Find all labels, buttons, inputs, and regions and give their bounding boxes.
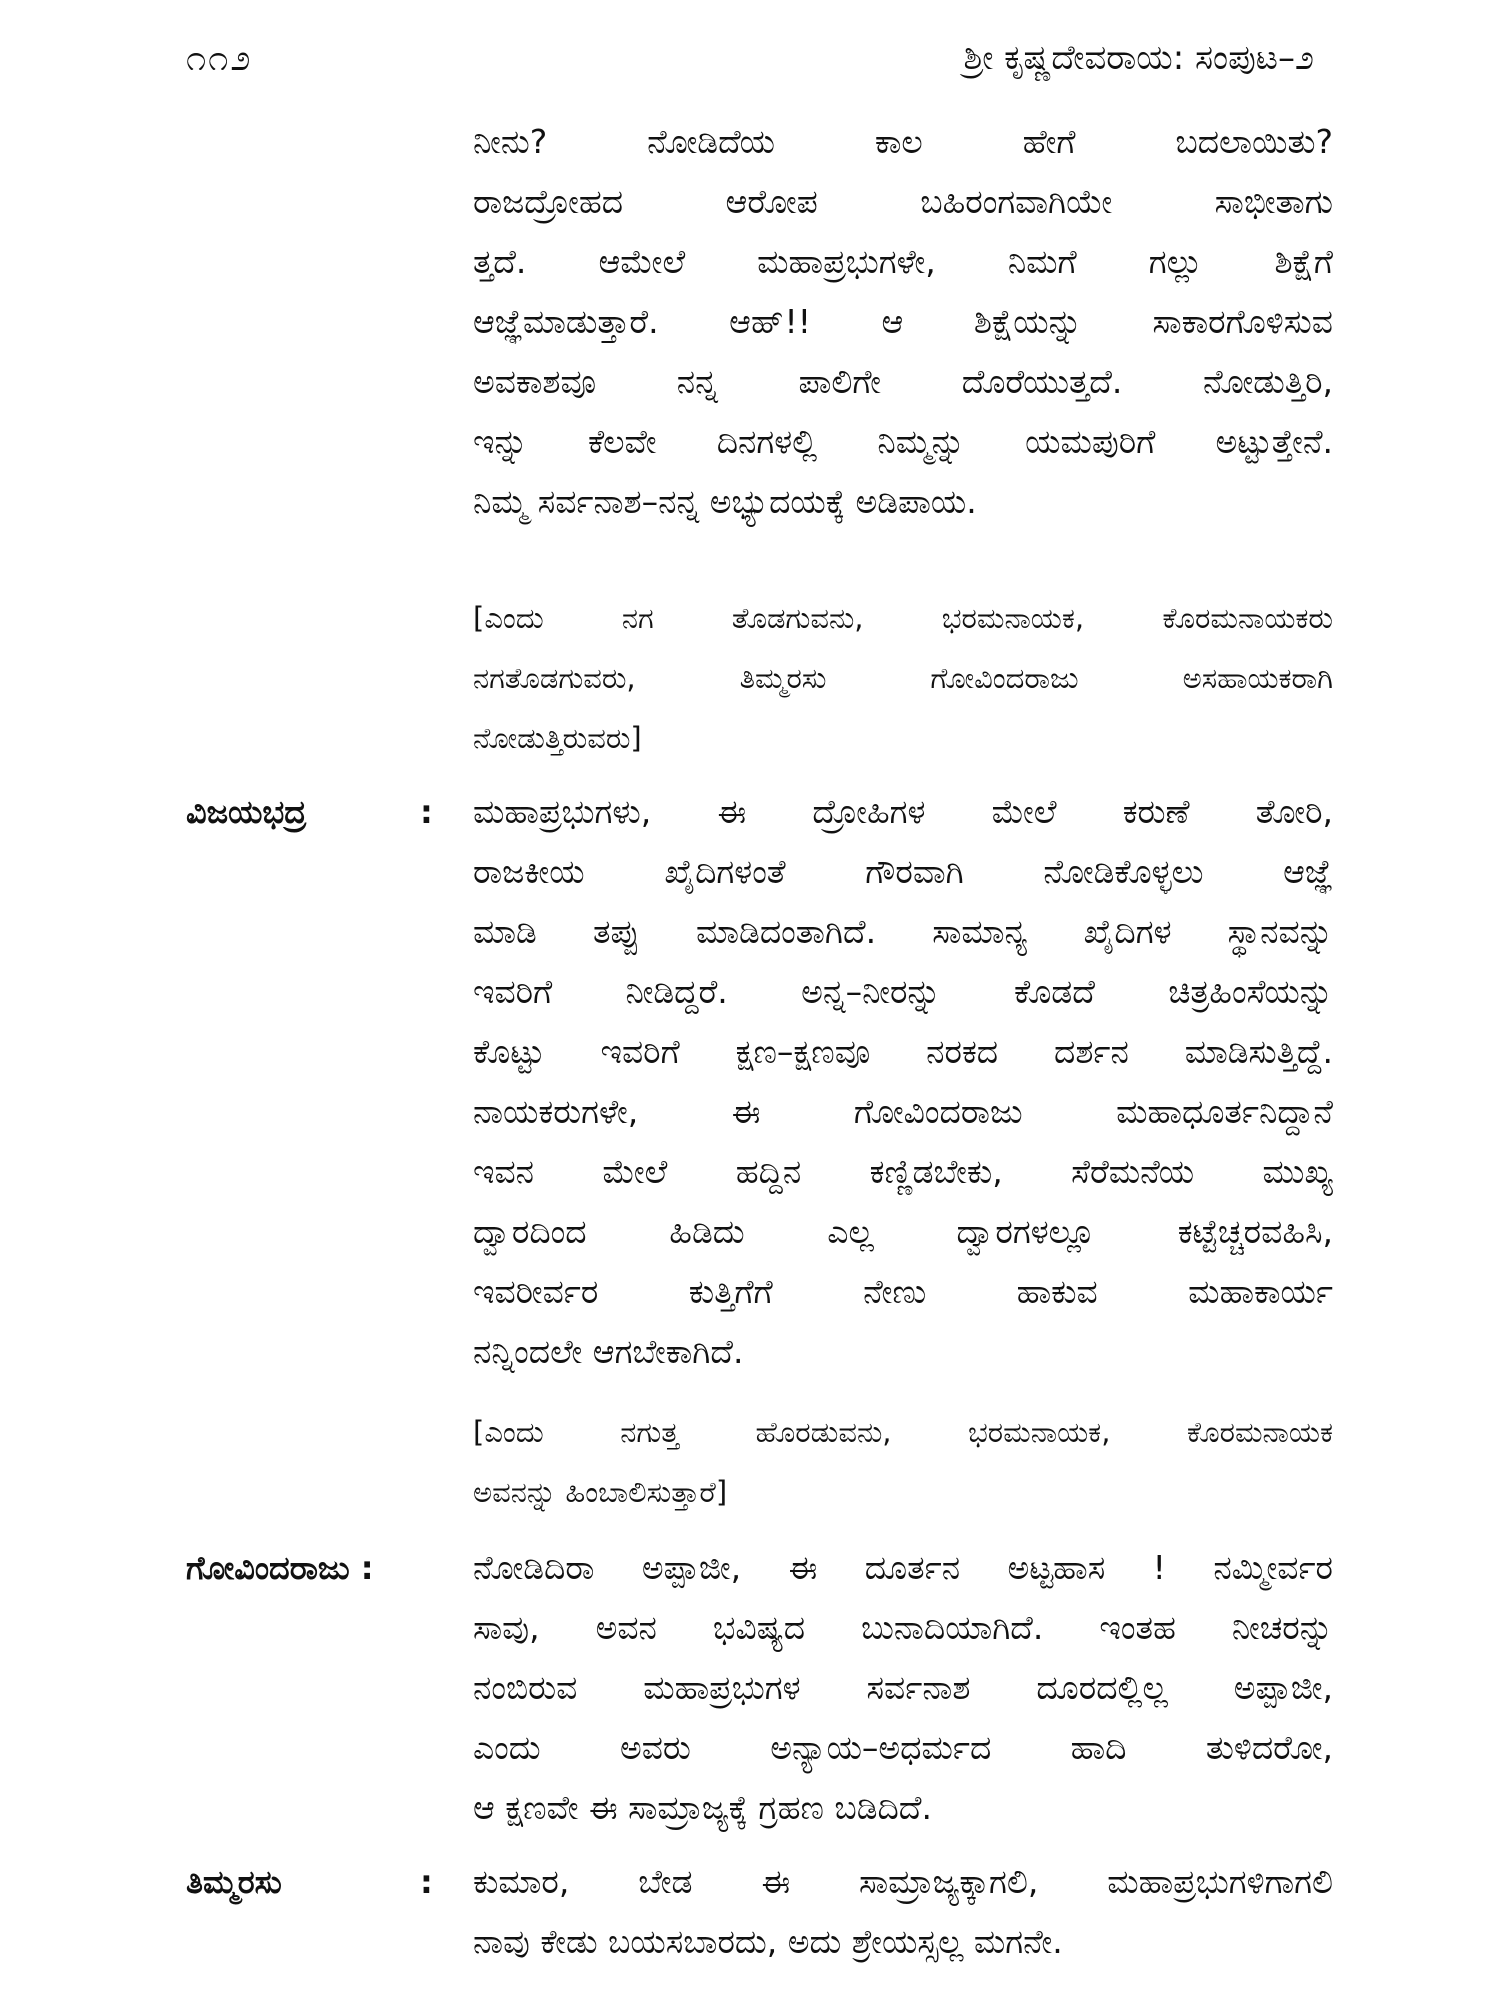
speech-line: ಇವರಿಗೆ ನೀಡಿದ್ದರೆ. ಅನ್ನ–ನೀರನ್ನು ಕೊಡದೆ ಚಿತ್ರಹಿಂಸೆಯನ್ನು	[473, 972, 1333, 1011]
stage-direction-line: ನೋಡುತ್ತಿರುವರು]	[473, 721, 642, 755]
speech-line: ನಂಬಿರುವ ಮಹಾಪ್ರಭುಗಳ ಸರ್ವನಾಶ ದೂರದಲ್ಲಿಲ್ಲ ಅಪ್ಪಾಜೀ,	[473, 1668, 1333, 1707]
speaker-colon: :	[420, 793, 433, 831]
speech-line: ರಾಜಕೀಯ ಖೈದಿಗಳಂತೆ ಗೌರವಾಗಿ ನೋಡಿಕೊಳ್ಳಲು ಆಜ್ಞೆ	[473, 852, 1333, 891]
stage-direction-line: ನಗತೊಡಗುವರು, ತಿಮ್ಮರಸು ಗೋವಿಂದರಾಜು ಅಸಹಾಯಕರಾಗಿ	[473, 661, 1333, 695]
speech-line: ಎಂದು ಅವರು ಅನ್ಯಾಯ–ಅಧರ್ಮದ ಹಾದಿ ತುಳಿದರೋ,	[473, 1728, 1333, 1767]
speaker-name-timmarasu: ತಿಮ್ಮರಸು	[186, 1863, 282, 1901]
speech-continuation	[473, 112, 1333, 532]
stage-direction-line: [ಎಂದು ನಗುತ್ತ ಹೊರಡುವನು, ಭರಮನಾಯಕ, ಕೊರಮನಾಯಕ	[473, 1415, 1333, 1449]
speech-line: ಅವಕಾಶವೂ ನನ್ನ ಪಾಲಿಗೇ ದೊರೆಯುತ್ತದೆ. ನೋಡುತ್ತಿರಿ,	[473, 362, 1333, 401]
speech-line: ನಾಯಕರುಗಳೇ, ಈ ಗೋವಿಂದರಾಜು ಮಹಾಧೂರ್ತನಿದ್ದಾನೆ	[473, 1092, 1333, 1131]
speech-line: ಕುಮಾರ, ಬೇಡ ಈ ಸಾಮ್ರಾಜ್ಯಕ್ಕಾಗಲಿ, ಮಹಾಪ್ರಭುಗಳಿಗಾಗಲಿ	[473, 1862, 1333, 1901]
speech-line: ಆ ಕ್ಷಣವೇ ಈ ಸಾಮ್ರಾಜ್ಯಕ್ಕೆ ಗ್ರಹಣ ಬಡಿದಿದೆ.	[473, 1788, 932, 1827]
speech-line: ನಾವು ಕೇಡು ಬಯಸಬಾರದು, ಅದು ಶ್ರೇಯಸ್ಸಲ್ಲ ಮಗನೇ.	[473, 1922, 1063, 1961]
speech-line: ಇನ್ನು ಕೆಲವೇ ದಿನಗಳಲ್ಲಿ ನಿಮ್ಮನ್ನು ಯಮಪುರಿಗೆ ಅಟ್ಟುತ್ತೇನೆ.	[473, 422, 1333, 461]
speech-line: ನೀನು? ನೋಡಿದೆಯ ಕಾಲ ಹೇಗೆ ಬದಲಾಯಿತು?	[473, 122, 1333, 161]
speech-line: ಕೊಟ್ಟು ಇವರಿಗೆ ಕ್ಷಣ–ಕ್ಷಣವೂ ನರಕದ ದರ್ಶನ ಮಾಡಿಸುತ್ತಿದ್ದೆ.	[473, 1032, 1333, 1071]
stage-direction-line: [ಎಂದು ನಗ ತೊಡಗುವನು, ಭರಮನಾಯಕ, ಕೊರಮನಾಯಕರು	[473, 601, 1333, 635]
speech-line: ಆಜ್ಞೆಮಾಡುತ್ತಾರೆ. ಆಹ್!! ಆ ಶಿಕ್ಷೆಯನ್ನು ಸಾಕಾರಗೊಳಿಸುವ	[473, 302, 1333, 341]
page-number: ೧೧೨	[186, 38, 253, 79]
speaker-name-govindaraju: ಗೋವಿಂದರಾಜು :	[186, 1549, 374, 1587]
speech-line: ಮಹಾಪ್ರಭುಗಳು, ಈ ದ್ರೋಹಿಗಳ ಮೇಲೆ ಕರುಣೆ ತೋರಿ,	[473, 792, 1333, 831]
speech-line: ನಿಮ್ಮ ಸರ್ವನಾಶ–ನನ್ನ ಅಭ್ಯುದಯಕ್ಕೆ ಅಡಿಪಾಯ.	[473, 482, 977, 521]
stage-direction	[473, 588, 1333, 768]
stage-direction-line: ಅವನನ್ನು ಹಿಂಬಾಲಿಸುತ್ತಾರೆ]	[473, 1475, 728, 1509]
speech-vijayabhadra	[473, 782, 1333, 1382]
speech-line: ಸಾವು, ಅವನ ಭವಿಷ್ಯದ ಬುನಾದಿಯಾಗಿದೆ. ಇಂತಹ ನೀಚರನ್ನು	[473, 1608, 1333, 1647]
speaker-colon: :	[420, 1863, 433, 1901]
running-header-title: ಶ್ರೀ ಕೃಷ್ಣದೇವರಾಯ: ಸಂಪುಟ–೨	[963, 38, 1314, 78]
stage-direction	[473, 1402, 1333, 1522]
speech-govindaraju	[473, 1538, 1333, 1838]
speech-line: ಇವರೀರ್ವರ ಕುತ್ತಿಗೆಗೆ ನೇಣು ಹಾಕುವ ಮಹಾಕಾರ್ಯ	[473, 1272, 1333, 1311]
speech-line: ರಾಜದ್ರೋಹದ ಆರೋಪ ಬಹಿರಂಗವಾಗಿಯೇ ಸಾಭೀತಾಗು	[473, 182, 1333, 221]
speaker-name-vijayabhadra: ವಿಜಯಭದ್ರ	[186, 793, 307, 831]
speech-line: ನನ್ನಿಂದಲೇ ಆಗಬೇಕಾಗಿದೆ.	[473, 1332, 744, 1371]
speech-line: ದ್ವಾರದಿಂದ ಹಿಡಿದು ಎಲ್ಲ ದ್ವಾರಗಳಲ್ಲೂ ಕಟ್ಟೆಚ್ಚರವಹಿಸಿ,	[473, 1212, 1333, 1251]
speech-line: ನೋಡಿದಿರಾ ಅಪ್ಪಾಜೀ, ಈ ದೂರ್ತನ ಅಟ್ಟಹಾಸ ! ನಮ್ಮೀರ್ವರ	[473, 1548, 1333, 1587]
speech-line: ತ್ತದೆ. ಆಮೇಲೆ ಮಹಾಪ್ರಭುಗಳೇ, ನಿಮಗೆ ಗಲ್ಲು ಶಿಕ್ಷೆಗೆ	[473, 242, 1333, 281]
speech-line: ಮಾಡಿ ತಪ್ಪು ಮಾಡಿದಂತಾಗಿದೆ. ಸಾಮಾನ್ಯ ಖೈದಿಗಳ ಸ್ಥಾನವನ್ನು	[473, 912, 1333, 951]
speech-line: ಇವನ ಮೇಲೆ ಹದ್ದಿನ ಕಣ್ಣಿಡಬೇಕು, ಸೆರೆಮನೆಯ ಮುಖ್ಯ	[473, 1152, 1333, 1191]
speech-timmarasu	[473, 1852, 1333, 1972]
